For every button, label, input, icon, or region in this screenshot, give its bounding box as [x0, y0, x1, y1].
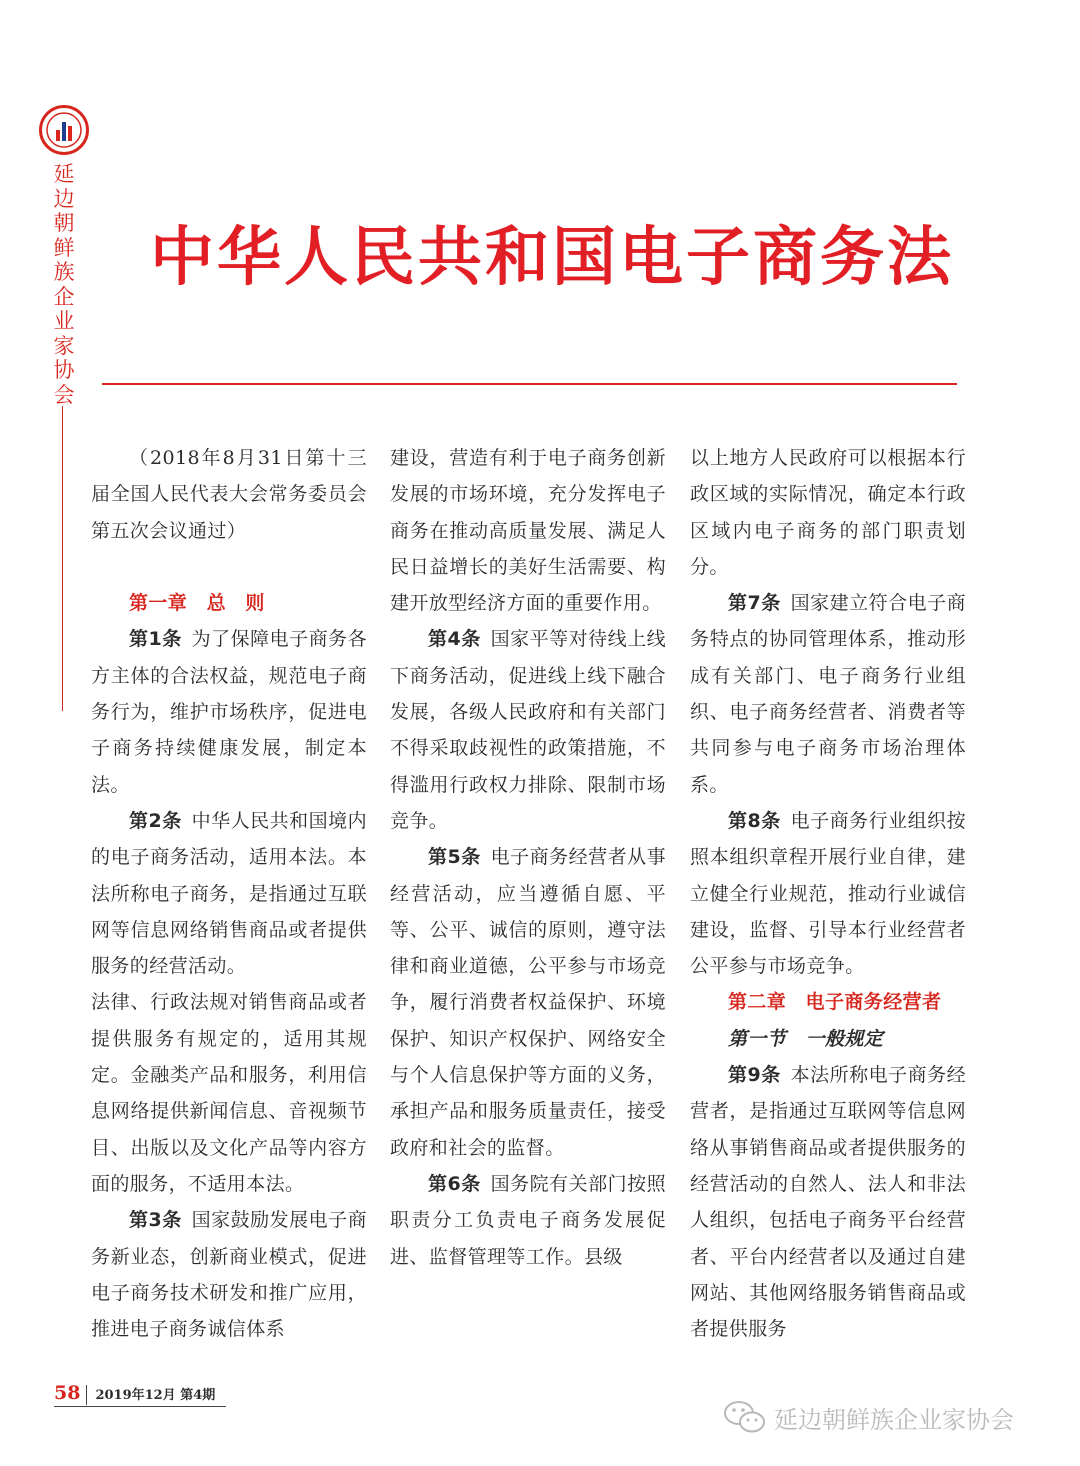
page-number: 58	[54, 1382, 81, 1404]
sidebar-divider	[62, 406, 63, 711]
paragraph: 以上地方人民政府可以根据本行政区域的实际情况，确定本行政区域内电子商务的部门职责划分。	[690, 447, 966, 578]
text-column-3	[690, 440, 966, 1347]
association-logo	[38, 104, 90, 156]
article-text: 为了保障电子商务各方主体的合法权益，规范电子商务行为，维护市场秩序，促进电子商务持续健康发展，制定本法。	[91, 628, 367, 796]
wechat-watermark	[722, 1398, 1014, 1436]
article-number: 第6条	[428, 1172, 481, 1195]
article-text: 本法所称电子商务经营者，是指通过互联网等信息网络从事销售商品或者提供服务的经营活动的自然人、法人和非法人组织，包括电子商务平台经营者、平台内经营者以及通过自建网站、其他网络服务销售商品或者提供服务	[690, 1064, 966, 1341]
paragraph: 法律、行政法规对销售商品或者提供服务有规定的，适用其规定。金融类产品和服务，利用信息网络提供新闻信息、音视频节目、出版以及文化产品等内容方面的服务，不适用本法。	[91, 991, 367, 1195]
article-paragraph	[91, 621, 367, 802]
paragraph: （2018年8月31日第十三届全国人民代表大会常务委员会第五次会议通过）	[91, 447, 367, 542]
article-paragraph	[91, 1202, 367, 1347]
article-number: 第9条	[728, 1064, 781, 1087]
footer-underline	[54, 1406, 226, 1407]
article-paragraph	[690, 1057, 966, 1347]
article-text: 中华人民共和国境内的电子商务活动，适用本法。本法所称电子商务，是指通过互联网等信息网络销售商品或者提供服务的经营活动。	[91, 809, 367, 978]
chapter-heading: 第二章 电子商务经营者	[728, 991, 942, 1014]
page-title: 中华人民共和国电子商务法	[150, 221, 954, 295]
association-name-vertical: 延边朝鲜族企业家协会	[53, 162, 75, 407]
text-column-1	[91, 440, 367, 1347]
text-column-2	[390, 440, 666, 1275]
article-paragraph	[690, 585, 966, 803]
paragraph: 建设，营造有利于电子商务创新发展的市场环境，充分发挥电子商务在推动高质量发展、满足人民日益增长的美好生活需要、构建开放型经济方面的重要作用。	[390, 447, 666, 615]
article-number: 第1条	[129, 628, 182, 651]
article-text: 国家鼓励发展电子商务新业态，创新商业模式，促进电子商务技术研发和推广应用，推进电子商务诚信体系	[91, 1209, 367, 1341]
article-paragraph	[91, 803, 367, 984]
watermark-text: 延边朝鲜族企业家协会	[774, 1405, 1014, 1434]
article-text: 电子商务行业组织按照本组织章程开展行业自律，建立健全行业规范，推动行业诚信建设，监督、引导本行业经营者公平参与市场竞争。	[690, 809, 966, 978]
chapter-heading: 第一章 总 则	[129, 592, 265, 615]
article-number: 第2条	[129, 809, 182, 832]
article-text: 国务院有关部门按照职责分工负责电子商务发展促进、监督管理等工作。县级	[390, 1172, 666, 1268]
article-text: 国家平等对待线上线下商务活动，促进线上线下融合发展，各级人民政府和有关部门不得采取歧视性的政策措施，不得滥用行政权力排除、限制市场竞争。	[390, 628, 666, 832]
wechat-icon	[722, 1398, 768, 1436]
article-text: 电子商务经营者从事经营活动，应当遵循自愿、平等、公平、诚信的原则，遵守法律和商业道德，公平参与市场竞争，履行消费者权益保护、环境保护、知识产权保护、网络安全与个人信息保护等方面的义务，承担产品和服务质量责任，接受政府和社会的监督。	[390, 846, 666, 1159]
footer-separator	[86, 1385, 87, 1405]
article-paragraph	[390, 1166, 666, 1275]
issue-label: 2019年12月 第4期	[95, 1388, 216, 1403]
article-paragraph	[390, 621, 666, 839]
article-text: 国家建立符合电子商务特点的协同管理体系，推动形成有关部门、电子商务行业组织、电子商务经营者、消费者等共同参与电子商务市场治理体系。	[690, 592, 966, 796]
article-number: 第3条	[129, 1209, 182, 1232]
article-paragraph	[690, 803, 966, 984]
article-number: 第4条	[428, 628, 481, 651]
article-number: 第8条	[728, 809, 781, 832]
article-paragraph	[390, 839, 666, 1166]
section-heading: 第一节 一般规定	[728, 1027, 884, 1050]
article-number: 第5条	[428, 846, 481, 869]
page-footer	[54, 1382, 215, 1405]
title-divider	[102, 383, 957, 385]
article-number: 第7条	[728, 592, 781, 615]
paragraph-spacer	[91, 549, 367, 585]
